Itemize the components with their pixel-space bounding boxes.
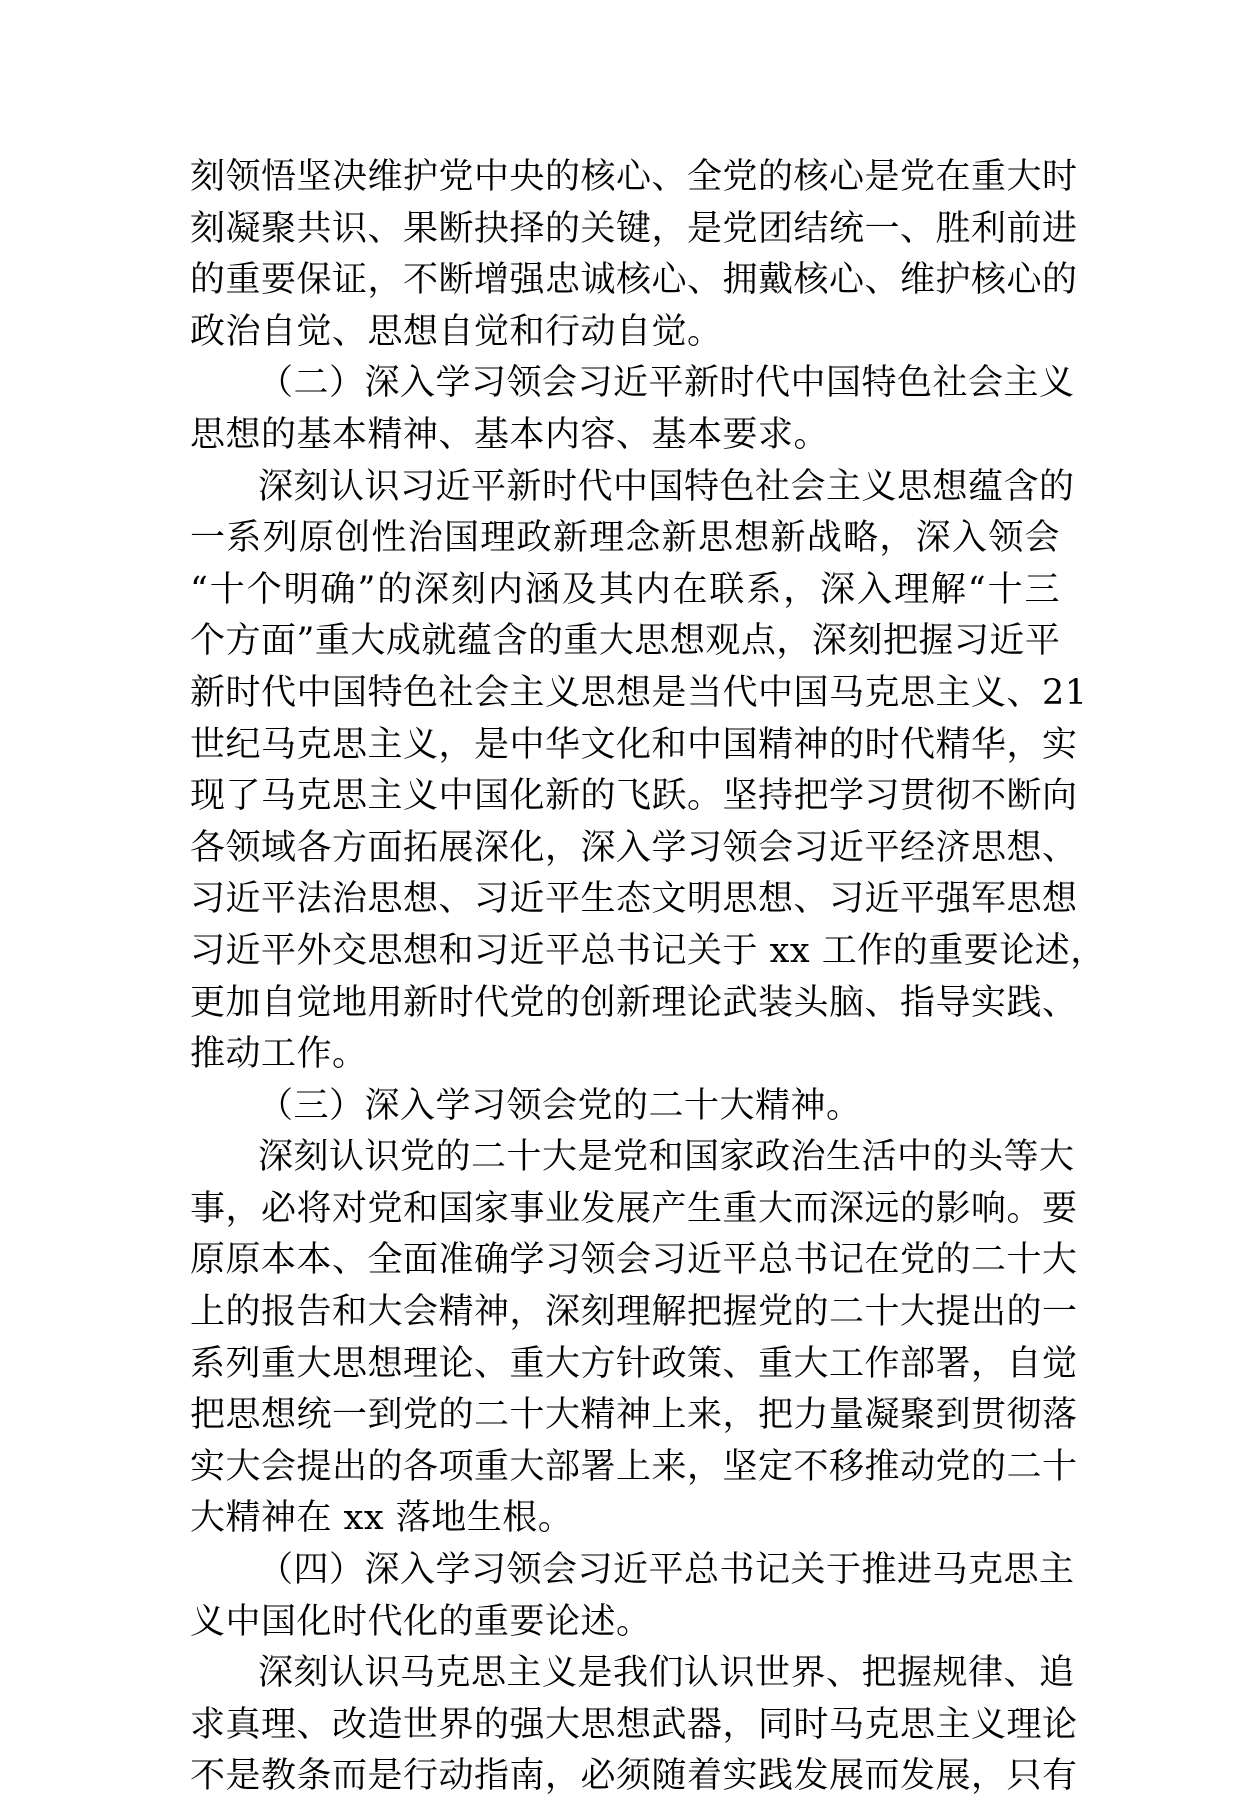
text-line: “十个明确”的深刻内涵及其内在联系，深入理解“十三 — [190, 569, 1060, 610]
section-heading-2 — [190, 358, 1075, 461]
text-line: 求真理、改造世界的强大思想武器，同时马克思主义理论 — [190, 1704, 1078, 1745]
heading-line: 思想的基本精神、基本内容、基本要求。 — [190, 414, 830, 455]
heading-line: （二）深入学习领会习近平新时代中国特色社会主义 — [258, 363, 1075, 404]
text-line: 系列重大思想理论、重大方针政策、重大工作部署，自觉 — [190, 1343, 1078, 1384]
text-line: 事，必将对党和国家事业发展产生重大而深远的影响。要 — [190, 1188, 1078, 1229]
text-line: 一系列原创性治国理政新理念新思想新战略，深入领会 — [190, 518, 1060, 559]
paragraph — [190, 462, 1106, 1081]
text-line: 个方面”重大成就蕴含的重大思想观点，深刻把握习近平 — [190, 621, 1061, 662]
text-line: 深刻认识马克思主义是我们认识世界、把握规律、追 — [258, 1653, 1075, 1694]
heading-line: （四）深入学习领会习近平总书记关于推进马克思主 — [258, 1550, 1075, 1591]
text-line: 刻凝聚共识、果断抉择的关键，是党团结统一、胜利前进 — [190, 208, 1078, 249]
text-line: 习近平外交思想和习近平总书记关于 xx 工作的重要论述， — [190, 930, 1106, 971]
text-line: 实大会提出的各项重大部署上来，坚定不移推动党的二十 — [190, 1446, 1078, 1487]
text-line: 更加自觉地用新时代党的创新理论武装头脑、指导实践、 — [190, 982, 1078, 1023]
text-line: 的重要保证，不断增强忠诚核心、拥戴核心、维护核心的 — [190, 260, 1078, 301]
heading-line: （三）深入学习领会党的二十大精神。 — [258, 1085, 862, 1126]
section-heading-3 — [190, 1081, 1060, 1133]
text-line: 习近平法治思想、习近平生态文明思想、习近平强军思想 — [190, 879, 1078, 920]
text-line: 上的报告和大会精神，深刻理解把握党的二十大提出的一 — [190, 1292, 1078, 1333]
section-heading-4 — [190, 1545, 1075, 1648]
text-line: 深刻认识习近平新时代中国特色社会主义思想蕴含的 — [258, 466, 1075, 507]
text-line: 各领域各方面拓展深化，深入学习领会习近平经济思想、 — [190, 827, 1078, 868]
text-line: 大精神在 xx 落地生根。 — [190, 1498, 574, 1539]
text-line: 推动工作。 — [190, 1034, 368, 1075]
text-line: 深刻认识党的二十大是党和国家政治生活中的头等大 — [258, 1137, 1075, 1178]
text-line: 原原本本、全面准确学习领会习近平总书记在党的二十大 — [190, 1240, 1078, 1281]
document-body — [190, 152, 1106, 1803]
paragraph-continuation — [190, 152, 1078, 358]
text-line: 刻领悟坚决维护党中央的核心、全党的核心是党在重大时 — [190, 157, 1078, 197]
heading-line: 义中国化时代化的重要论述。 — [190, 1601, 652, 1642]
text-line: 把思想统一到党的二十大精神上来，把力量凝聚到贯彻落 — [190, 1395, 1078, 1436]
paragraph — [190, 1132, 1078, 1545]
text-line: 新时代中国特色社会主义思想是当代中国马克思主义、21 — [190, 672, 1088, 713]
text-line: 现了马克思主义中国化新的飞跃。坚持把学习贯彻不断向 — [190, 776, 1078, 817]
paragraph — [190, 1648, 1078, 1803]
text-line: 世纪马克思主义，是中华文化和中国精神的时代精华，实 — [190, 724, 1078, 765]
text-line: 不是教条而是行动指南，必须随着实践发展而发展，只有 — [190, 1756, 1078, 1797]
text-line: 政治自觉、思想自觉和行动自觉。 — [190, 311, 723, 352]
